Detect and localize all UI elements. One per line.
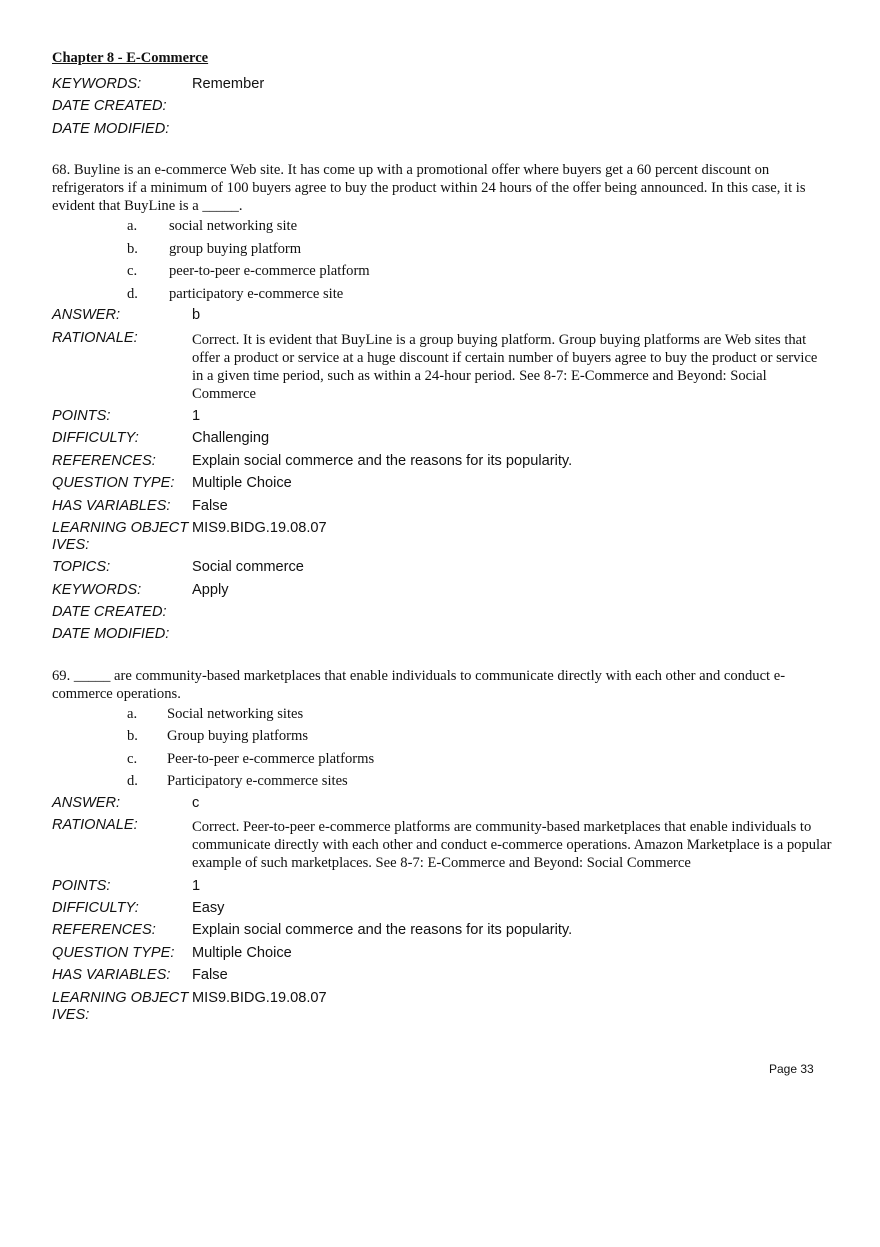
meta-answer bbox=[52, 795, 832, 812]
meta-answer bbox=[52, 307, 832, 324]
keywords-label: KEYWORDS: bbox=[52, 581, 142, 598]
page-number: Page 33 bbox=[769, 1062, 814, 1076]
question-68-text: 68. Buyline is an e-commerce Web site. It has come up with a promotional offer where buyers get a 60 percent discount on refrigerators if a minimum of 100 buyers agree to buy the product within 24 hours of the offer being announced. In this case, it is evident that BuyLine is a _____. bbox=[52, 162, 806, 215]
meta-references bbox=[52, 922, 832, 939]
question-69-text: 69. _____ are community-based marketplaces that enable individuals to communicate directly with each other and conduct e-commerce operations. bbox=[52, 667, 786, 702]
learning-objectives-label: LEARNING OBJECTIVES: bbox=[52, 519, 189, 553]
meta-date-modified bbox=[52, 626, 832, 643]
keywords-value: Apply bbox=[192, 581, 229, 598]
question-type-value: Multiple Choice bbox=[192, 475, 292, 492]
option-item bbox=[52, 217, 832, 235]
option-text: social networking site bbox=[169, 218, 298, 235]
date-created-label: DATE CREATED: bbox=[52, 604, 167, 621]
option-item bbox=[52, 705, 832, 723]
points-value: 1 bbox=[192, 407, 201, 424]
difficulty-label: DIFFICULTY: bbox=[52, 430, 139, 447]
option-letter: b. bbox=[127, 240, 138, 257]
date-modified-label: DATE MODIFIED: bbox=[52, 120, 170, 137]
date-modified-label: DATE MODIFIED: bbox=[52, 626, 170, 643]
references-label: REFERENCES: bbox=[52, 922, 156, 939]
option-item bbox=[52, 772, 832, 790]
option-letter: a. bbox=[127, 218, 138, 235]
option-letter: b. bbox=[127, 728, 138, 745]
option-text: group buying platform bbox=[169, 240, 302, 257]
references-label: REFERENCES: bbox=[52, 452, 156, 469]
points-value: 1 bbox=[192, 877, 201, 894]
option-text: Peer-to-peer e-commerce platforms bbox=[167, 750, 375, 767]
answer-value: c bbox=[192, 794, 200, 811]
option-text: Group buying platforms bbox=[167, 728, 309, 745]
meta-has-variables bbox=[52, 498, 832, 515]
meta-question-type bbox=[52, 945, 832, 962]
meta-keywords bbox=[52, 76, 832, 93]
rationale-label: RATIONALE: bbox=[52, 817, 138, 834]
meta-question-type bbox=[52, 475, 832, 492]
option-item bbox=[52, 240, 832, 258]
question-type-label: QUESTION TYPE: bbox=[52, 475, 175, 492]
rationale-value: Correct. It is evident that BuyLine is a group buying platform. Group buying platforms are Web sites that offer a product or service at a huge discount if certain number of buyers agree to buy the product or service in a given time period, such as within a 24-hour period. See 8-7: E-Commerce and Beyond: Social Commerce bbox=[192, 331, 818, 402]
document-page bbox=[52, 50, 832, 1029]
has-variables-label: HAS VARIABLES: bbox=[52, 967, 171, 984]
rationale-label: RATIONALE: bbox=[52, 329, 138, 346]
option-item bbox=[52, 750, 832, 768]
meta-date-modified bbox=[52, 121, 832, 138]
date-created-label: DATE CREATED: bbox=[52, 98, 167, 115]
question-type-value: Multiple Choice bbox=[192, 944, 292, 961]
difficulty-value: Challenging bbox=[192, 430, 270, 447]
learning-objectives-value: MIS9.BIDG.19.08.07 bbox=[192, 519, 327, 536]
rationale-value: Correct. Peer-to-peer e-commerce platforms are community-based marketplaces that enable individuals to communicate directly with each other and conduct e-commerce operations. Amazon Marketplace is a popular example of such marketplaces. See 8-7: E-Commerce and Beyond: Social Commerce bbox=[192, 819, 832, 872]
question-68-options bbox=[52, 217, 832, 303]
difficulty-label: DIFFICULTY: bbox=[52, 900, 139, 917]
learning-objectives-label: LEARNING OBJECTIVES: bbox=[52, 989, 189, 1023]
option-letter: c. bbox=[127, 263, 138, 280]
option-text: participatory e-commerce site bbox=[169, 285, 344, 302]
meta-has-variables bbox=[52, 967, 832, 984]
meta-rationale bbox=[52, 330, 832, 403]
meta-points bbox=[52, 408, 832, 425]
references-value: Explain social commerce and the reasons for its popularity. bbox=[192, 452, 573, 469]
option-text: Participatory e-commerce sites bbox=[167, 773, 348, 790]
meta-difficulty bbox=[52, 430, 832, 447]
meta-date-created bbox=[52, 98, 832, 115]
question-69-options bbox=[52, 705, 832, 791]
option-text: Social networking sites bbox=[167, 705, 304, 722]
option-letter: a. bbox=[127, 705, 138, 722]
chapter-title: Chapter 8 - E-Commerce bbox=[52, 50, 209, 66]
option-item bbox=[52, 285, 832, 303]
meta-difficulty bbox=[52, 900, 832, 917]
option-letter: c. bbox=[127, 750, 138, 767]
meta-learning-objectives bbox=[52, 520, 832, 554]
option-letter: d. bbox=[127, 285, 138, 302]
points-label: POINTS: bbox=[52, 877, 111, 894]
meta-rationale bbox=[52, 817, 832, 872]
option-letter: d. bbox=[127, 773, 138, 790]
answer-label: ANSWER: bbox=[52, 794, 121, 811]
meta-learning-objectives bbox=[52, 990, 832, 1024]
keywords-label: KEYWORDS: bbox=[52, 76, 142, 92]
points-label: POINTS: bbox=[52, 407, 111, 424]
learning-objectives-value: MIS9.BIDG.19.08.07 bbox=[192, 989, 327, 1006]
difficulty-value: Easy bbox=[192, 900, 225, 917]
meta-references bbox=[52, 453, 832, 470]
meta-keywords bbox=[52, 582, 832, 599]
meta-topics bbox=[52, 559, 832, 576]
option-text: peer-to-peer e-commerce platform bbox=[169, 263, 370, 280]
has-variables-label: HAS VARIABLES: bbox=[52, 497, 171, 514]
references-value: Explain social commerce and the reasons for its popularity. bbox=[192, 922, 573, 939]
option-item bbox=[52, 727, 832, 745]
topics-value: Social commerce bbox=[192, 559, 304, 576]
answer-value: b bbox=[192, 307, 201, 324]
keywords-value: Remember bbox=[192, 76, 265, 92]
has-variables-value: False bbox=[192, 967, 228, 984]
topics-label: TOPICS: bbox=[52, 559, 111, 576]
answer-label: ANSWER: bbox=[52, 307, 121, 324]
meta-date-created bbox=[52, 604, 832, 621]
question-type-label: QUESTION TYPE: bbox=[52, 944, 175, 961]
has-variables-value: False bbox=[192, 497, 228, 514]
option-item bbox=[52, 262, 832, 280]
meta-points bbox=[52, 878, 832, 895]
